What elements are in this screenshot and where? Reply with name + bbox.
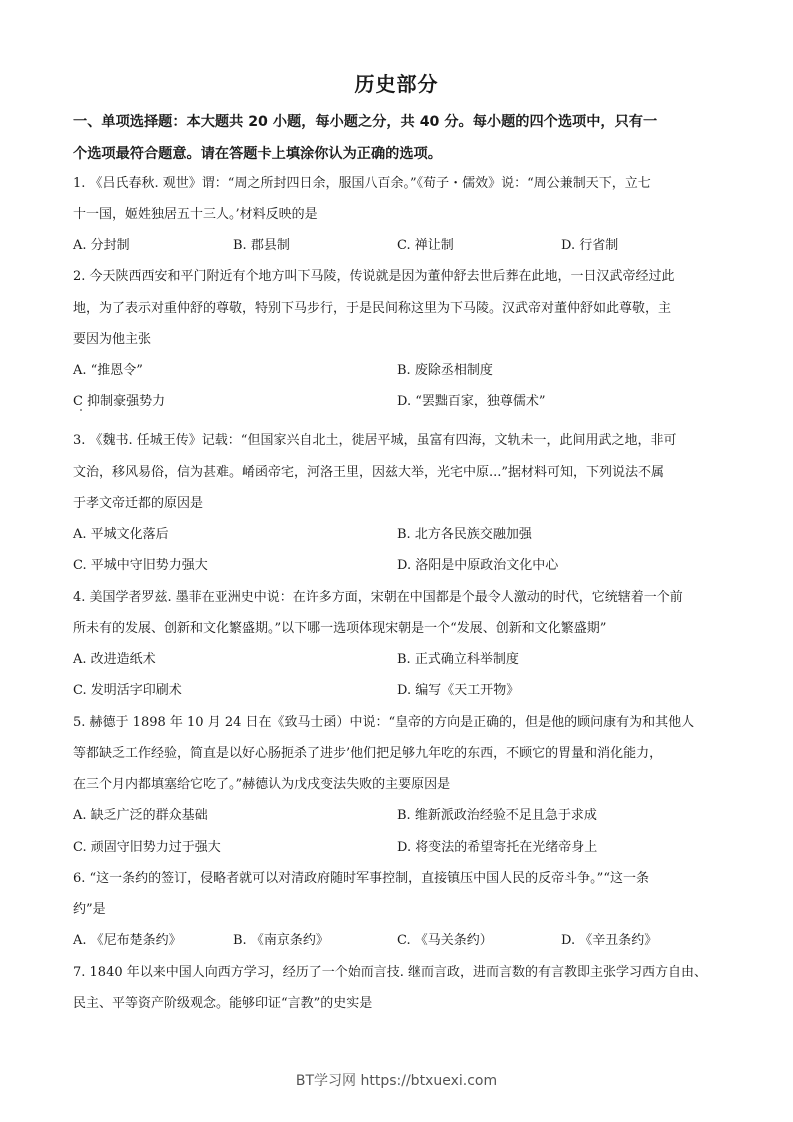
question-text-line: 3. 《魏书. 任城王传》记载：“但国家兴自北土，徙居平城，虽富有四海，文轨未一，此间用武之地，非可: [73, 433, 677, 448]
stray-mark: [80, 409, 82, 411]
option-d: D. 将变法的希望寄托在光绪帝身上: [397, 840, 598, 855]
option-a: A. “推恩令”: [73, 363, 143, 378]
question-text-line: 十一国，姬姓独居五十三人。’材料反映的是: [73, 207, 318, 222]
page-title: 历史部分: [354, 72, 439, 96]
option-c: C 抑制豪强势力: [73, 394, 166, 409]
question-text-line: 在三个月内都填塞给它吃了。”赫德认为戊戌变法失败的主要原因是: [73, 777, 451, 792]
question-text-line: 1. 《吕氏春秋. 观世》谓：“周之所封四日余，服国八百余。”《荀子・儒效》说：“周公兼制天下，立七: [73, 176, 651, 191]
option-c: C. 禅让制: [397, 238, 454, 253]
question-text-line: 4. 美国学者罗兹. 墨菲在亚洲史中说：在许多方面，宋朝在中国都是个最令人激动的时代，它统辖着一个前: [73, 590, 683, 605]
section-instructions-line-2: 个选项最符合题意。请在答题卡上填涂你认为正确的选项。: [73, 146, 442, 162]
option-d: D. 行省制: [561, 238, 619, 253]
section-instructions-line-1: 一、单项选择题：本大题共 20 小题，每小题之分，共 40 分。每小题的四个选项中，只有一: [73, 114, 658, 130]
option-c: C. 《马关条约）: [397, 933, 493, 948]
option-a: A. 分封制: [73, 238, 130, 253]
option-d: D. 洛阳是中原政治文化中心: [397, 558, 559, 573]
option-a: A. 平城文化落后: [73, 527, 169, 542]
question-text-line: 民主、平等资产阶级观念。能够印证“言教”的史实是: [73, 996, 373, 1011]
question-text-line: 约”是: [73, 902, 106, 917]
option-b: B. 废除丞相制度: [397, 363, 493, 378]
watermark-footer: BT学习网 https://btxuexi.com: [295, 1073, 498, 1089]
option-a: A. 《尼布楚条约》: [73, 933, 182, 948]
question-text-line: 所未有的发展、创新和文化繁盛期。”以下哪一选项体现宋朝是一个“发展、创新和文化繁盛期”: [73, 621, 607, 636]
option-b: B. 正式确立科举制度: [397, 652, 519, 667]
question-text-line: 6. “这一条约的签订，侵略者就可以对清政府随时军事控制，直接镇压中国人民的反帝斗争。”“这一条: [73, 871, 649, 886]
option-c: C. 平城中守旧势力强大: [73, 558, 208, 573]
option-b: B. 《南京条约》: [233, 933, 329, 948]
option-c: C. 发明活字印刷术: [73, 683, 182, 698]
option-d: D. “罢黜百家，独尊儒术”: [397, 394, 546, 409]
option-b: B. 维新派政治经验不足且急于求成: [397, 808, 597, 823]
option-c: C. 顽固守旧势力过于强大: [73, 840, 221, 855]
option-a: A. 缺乏广泛的群众基础: [73, 808, 208, 823]
question-text-line: 于孝文帝迁都的原因是: [73, 496, 204, 511]
option-b: B. 郡县制: [233, 238, 290, 253]
question-text-line: 要因为他主张: [73, 332, 152, 347]
question-text-line: 7. 1840 年以来中国人向西方学习，经历了一个始而言技. 继而言政，进而言数的有言教即主张学习西方自由、: [73, 965, 708, 980]
question-text-line: 文治，移风易俗，信为甚难。崤函帝宅，河洛王里，因兹大举，光宅中原...”据材料可知，下列说法不属: [73, 465, 665, 480]
question-text-line: 地，为了表示对重仲舒的尊敬，特别下马步行，于是民间称这里为下马陵。汉武帝对董仲舒如此尊敬，主: [73, 301, 672, 316]
option-d: D. 《辛丑条约》: [561, 933, 658, 948]
question-text-line: 等都缺乏工作经验，简直是以好心肠扼杀了进步’他们把足够九年吃的东西，不顾它的胃量和消化能力，: [73, 746, 663, 761]
question-text-line: 2. 今天陕西西安和平门附近有个地方叫下马陵，传说就是因为董仲舒去世后葬在此地，一日汉武帝经过此: [73, 269, 675, 284]
section-instructions: [73, 106, 723, 170]
option-b: B. 北方各民族交融加强: [397, 527, 532, 542]
option-d: D. 编写《天工开物》: [397, 683, 520, 698]
question-text-line: 5. 赫德于 1898 年 10 月 24 日在《致马士函）中说：“皇帝的方向是正确的，但是他的顾问康有为和其他人: [73, 715, 695, 730]
option-a: A. 改进造纸术: [73, 652, 156, 667]
